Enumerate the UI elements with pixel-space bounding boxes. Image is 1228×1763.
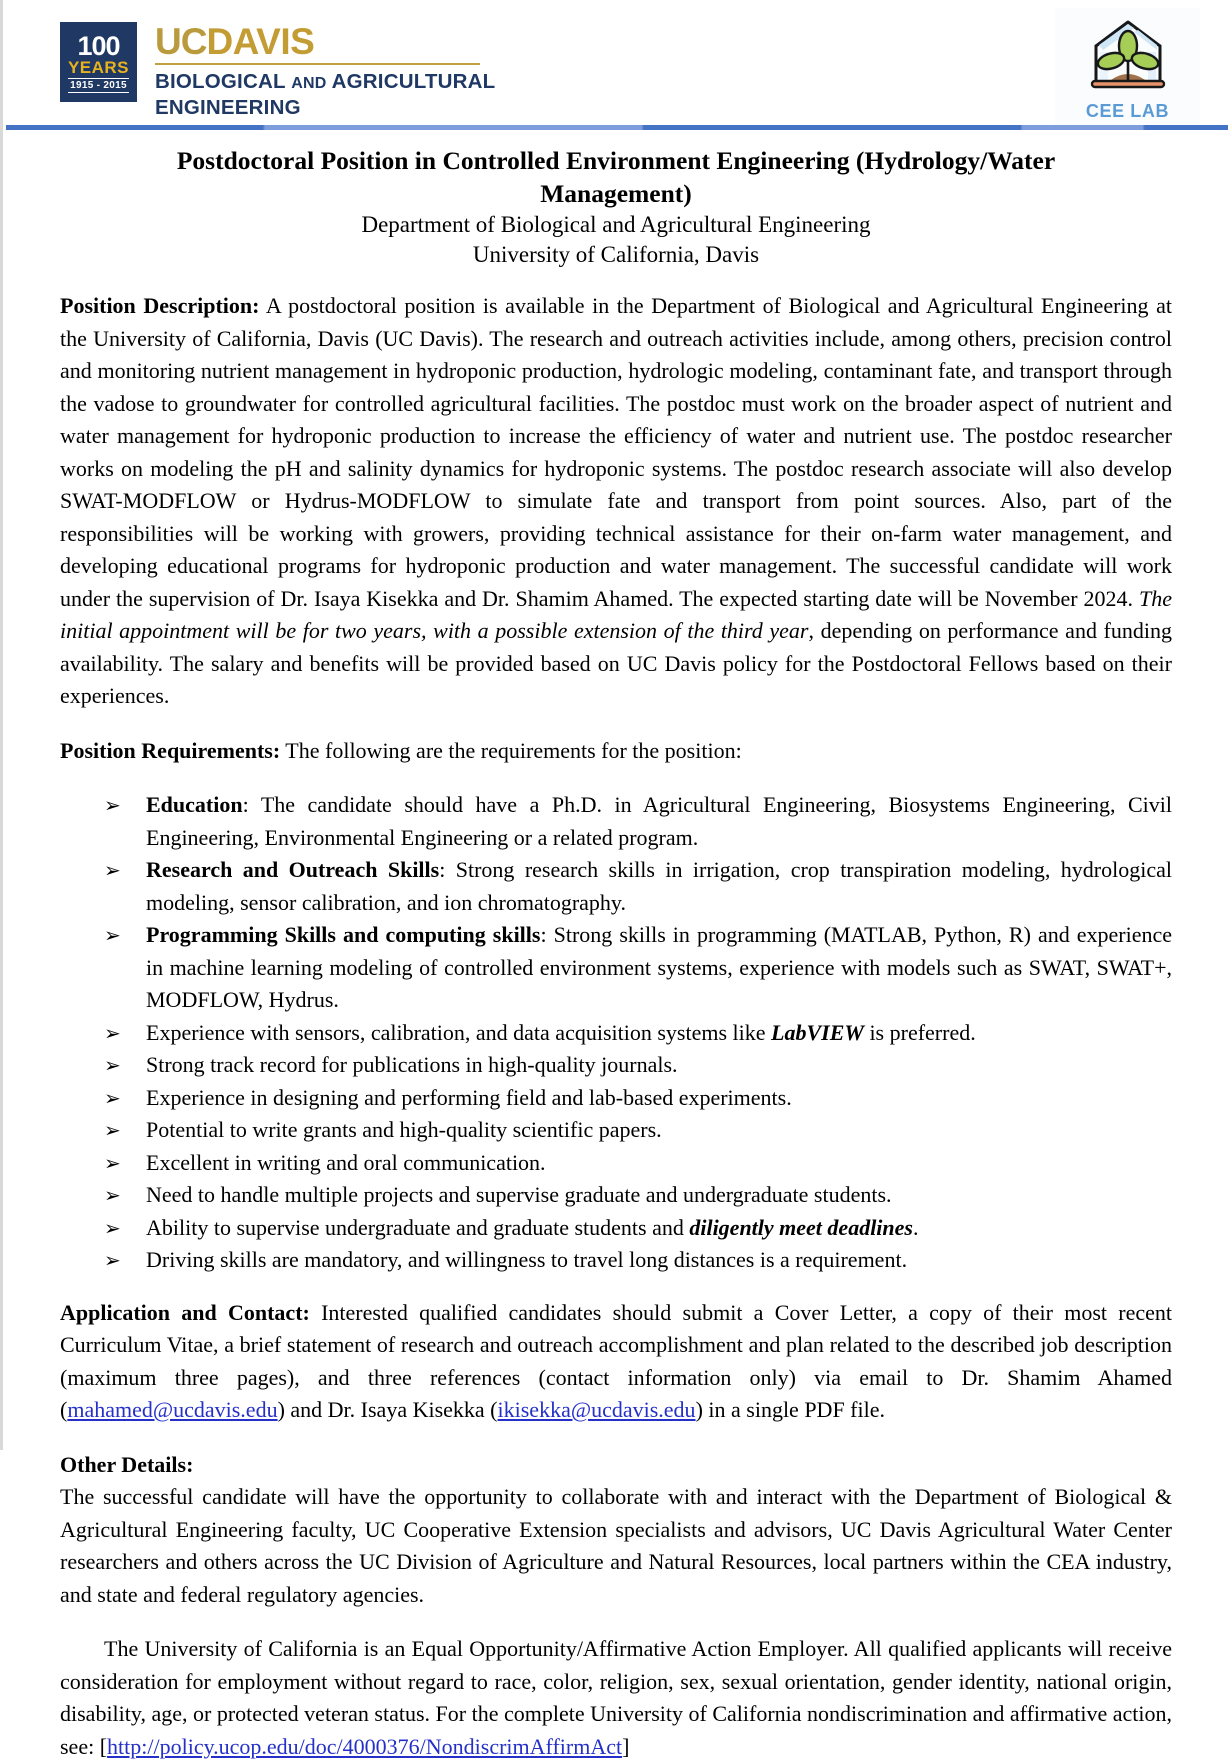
gold-divider	[155, 63, 480, 65]
list-item	[60, 1179, 1172, 1212]
arrow-bullet-icon: ➢	[104, 1118, 121, 1142]
anniversary-word: YEARS	[67, 57, 130, 77]
arrow-bullet-icon: ➢	[104, 1215, 121, 1240]
eeo-text-before-link: The University of California is an Equal Opportunity/Affirmative Action Employer. All qualified applicants will receive consideration for employment without regard to race, color, religion, sex, sexual orientation, gender identity, national origin, disability, age, or protected veteran status. For the complete University of California nondiscrimination and affirmative action, see: [	[60, 1636, 1172, 1759]
list-item	[60, 919, 1172, 1017]
page-title: Postdoctoral Position in Controlled Environment Engineering (Hydrology/Water Management)	[176, 146, 1056, 208]
list-item	[60, 789, 1172, 854]
list-item-lead: Research and Outreach Skills	[146, 857, 440, 882]
cee-lab-logo	[1055, 8, 1200, 126]
arrow-bullet-icon: ➢	[104, 1020, 121, 1045]
list-item-text: Need to handle multiple projects and supervise graduate and undergraduate students.	[146, 1182, 892, 1207]
position-requirements-intro-text: The following are the requirements for the position:	[280, 737, 742, 763]
arrow-bullet-icon: ➢	[104, 1248, 121, 1272]
application-contact-text-2: ) and Dr. Isaya Kisekka (	[277, 1397, 498, 1422]
list-item	[60, 1049, 1172, 1082]
list-item-text: Strong track record for publications in high-quality journals.	[146, 1052, 678, 1077]
list-item	[60, 1082, 1172, 1115]
position-requirements-intro	[60, 735, 1172, 768]
department-line-2: ENGINEERING	[155, 96, 301, 119]
list-item	[60, 1114, 1172, 1147]
list-item-text: Experience in designing and performing field and lab-based experiments.	[146, 1084, 792, 1110]
cee-lab-label: CEE LAB	[1085, 101, 1170, 121]
arrow-bullet-icon: ➢	[104, 793, 121, 817]
list-item-tail: .	[912, 1214, 919, 1240]
requirements-list	[60, 789, 1172, 1277]
other-details-heading: Other Details:	[60, 1451, 194, 1477]
dept-biological: BIOLOGICAL	[155, 70, 286, 93]
document-body	[3, 130, 1228, 1763]
department-line-1	[155, 70, 495, 96]
list-item	[60, 1212, 1172, 1245]
list-item-text: Experience with sensors, calibration, and data acquisition systems like	[146, 1019, 772, 1045]
anniversary-range: 1915 - 2015	[70, 79, 127, 91]
position-description-label: Position Description:	[60, 293, 260, 318]
list-item-emphasis: LabVIEW	[771, 1019, 864, 1045]
uc-davis-wordmark	[155, 21, 496, 120]
application-contact-label: Application and Contact:	[60, 1299, 310, 1325]
page-header	[3, 0, 1228, 130]
other-details-paragraph-1: The successful candidate will have the opportunity to collaborate with and interact with the Department of Biological & Agricultural Engineering faculty, UC Cooperative Extension specialists and advisors, UC Davis Agricultural Water Center researchers and others across the UC Division of Agriculture and Natural Resources, local partners within the CEA industry, and state and federal regulatory agencies.	[60, 1484, 1172, 1607]
list-item	[60, 1244, 1172, 1277]
list-item-lead: Programming Skills and computing skills	[146, 922, 541, 947]
arrow-bullet-icon: ➢	[104, 1085, 121, 1110]
list-item-text: Ability to supervise undergraduate and graduate students and	[146, 1214, 690, 1240]
subtitle-university: University of California, Davis	[472, 242, 760, 267]
position-description-paragraph	[60, 290, 1172, 713]
application-contact-paragraph	[60, 1297, 1172, 1427]
dept-and: AND	[291, 75, 327, 92]
wordmark-uc: UC	[155, 21, 207, 62]
position-description-text-1: A postdoctoral position is available in the Department of Biological and Agricultural Engineering at the University of California, Davis (UC Davis). The research and outreach activities include, among others, precision control and monitoring nutrient management in hydroponic production, hydrologic modeling, contaminant fate, and transport through the vadose to groundwater for controlled agricultural facilities. The postdoc must work on the broader aspect of nutrient and water management for hydroponic production to increase the efficiency of water and nutrient use. The postdoc researcher works on modeling the pH and salinity dynamics for hydroponic systems. The postdoc research associate will also develop SWAT-MODFLOW or Hydrus-MODFLOW to simulate fate and transport from point sources. Also, part of the responsibilities will be working with growers, providing technical assistance for their on-farm water management, and developing educational programs for hydroponic production and water management. The successful candidate will work under the supervision of Dr. Isaya Kisekka and Dr. Shamim Ahamed. The expected starting date will be November 2024.	[60, 293, 1172, 611]
list-item-text: : Strong skills in programming (MATLAB, Python, R) and experience in machine learning modeling of controlled environment systems, experience with models such as SWAT, SWAT+, MODFLOW, Hydrus.	[146, 922, 1173, 1012]
list-item	[60, 1147, 1172, 1180]
list-item	[60, 1017, 1172, 1050]
list-item-text: : The candidate should have a Ph.D. in Agricultural Engineering, Biosystems Engineering, Civil Engineering, Environmental Engineering or a related program.	[146, 792, 1172, 850]
application-contact-text-3: ) in a single PDF file.	[695, 1397, 885, 1422]
policy-link[interactable]: http://policy.ucop.edu/doc/4000376/NondiscrimAffirmAct	[107, 1733, 623, 1759]
position-description-italic: The initial appointment will be for two years, with a possible extension of the third year	[60, 585, 1172, 643]
wordmark-text	[155, 21, 495, 62]
uc-davis-logo	[60, 22, 495, 120]
other-details-paragraph-2	[60, 1633, 1172, 1763]
arrow-bullet-icon: ➢	[104, 1183, 121, 1207]
list-item-text: : Strong research skills in irrigation, crop transpiration modeling, hydrological modeling, sensor calibration, and ion chromatography.	[146, 857, 1172, 915]
arrow-bullet-icon: ➢	[104, 1053, 121, 1077]
dept-agricultural: AGRICULTURAL	[331, 70, 496, 93]
greenhouse-plant-icon	[1078, 12, 1178, 100]
list-item-lead: Education	[146, 792, 243, 817]
list-item-tail: is preferred.	[863, 1019, 976, 1045]
100-years-badge	[60, 22, 137, 102]
position-requirements-label: Position Requirements:	[60, 737, 281, 763]
list-item	[60, 854, 1172, 919]
list-item-text: Potential to write grants and high-quality scientific papers.	[146, 1117, 662, 1142]
eeo-text-after-link: ]	[622, 1733, 630, 1759]
position-description-text-2: , depending on performance and funding availability. The salary and benefits will be provided based on UC Davis policy for the Postdoctoral Fellows based on their experiences.	[60, 618, 1172, 708]
header-divider	[6, 125, 1228, 130]
wordmark-davis: DAVIS	[206, 21, 315, 62]
email-link-kisekka[interactable]: ikisekka@ucdavis.edu	[497, 1397, 696, 1422]
application-contact-text-1: Interested qualified candidates should submit a Cover Letter, a copy of their most recent Curriculum Vitae, a brief statement of research and outreach accomplishment and plan related to the described job description (maximum three pages), and three references (contact information only) via email to Dr. Shamim Ahamed (	[60, 1299, 1173, 1422]
email-link-ahamed[interactable]: mahamed@ucdavis.edu	[67, 1397, 278, 1422]
list-item-text: Excellent in writing and oral communication.	[146, 1149, 546, 1175]
arrow-bullet-icon: ➢	[104, 858, 121, 882]
anniversary-number: 100	[77, 30, 120, 61]
arrow-bullet-icon: ➢	[104, 1150, 121, 1175]
subtitle-department: Department of Biological and Agricultural Engineering	[361, 212, 871, 237]
list-item-emphasis: diligently meet deadlines	[689, 1214, 913, 1240]
arrow-bullet-icon: ➢	[104, 923, 121, 947]
list-item-text: Driving skills are mandatory, and willingness to travel long distances is a requirement.	[146, 1247, 908, 1272]
